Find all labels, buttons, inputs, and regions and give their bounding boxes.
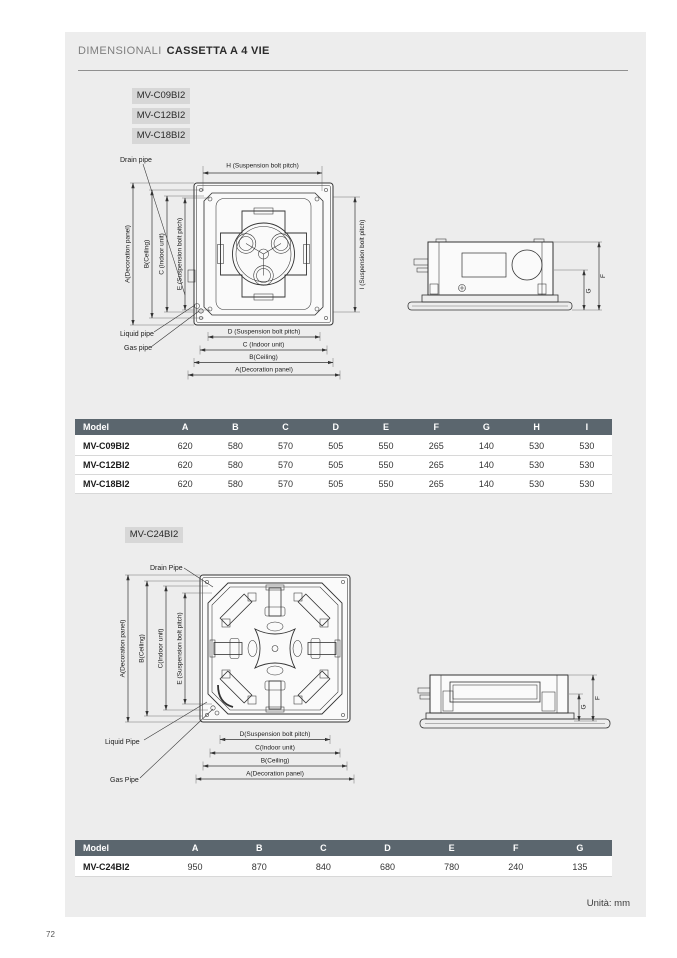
value-cell: 780	[444, 862, 460, 872]
dim-label-b-left: B(Ceiling)	[143, 239, 151, 269]
dim-label-b-bottom: B(Ceiling)	[249, 354, 278, 361]
side-view-drawing	[408, 239, 607, 310]
dimension-i	[333, 197, 366, 312]
value-cell: 505	[328, 441, 344, 451]
model-badge-mv-c12bi2: MV-C12BI2	[132, 108, 190, 124]
dimensions-left	[120, 575, 213, 722]
model-badge-mv-c18bi2: MV-C18BI2	[132, 128, 190, 144]
value-cell: 680	[379, 862, 395, 872]
table-row	[75, 437, 612, 456]
dim-label-c-left: C(Indoor unit)	[157, 628, 165, 669]
value-cell: 840	[315, 862, 331, 872]
dimension-f	[554, 242, 607, 310]
liquid-pipe-label: Liquid Pipe	[105, 739, 140, 746]
column-header-d: D	[384, 843, 391, 853]
value-cell: 570	[278, 441, 294, 451]
dim-label-b-left: B(Ceiling)	[138, 634, 146, 663]
dim-label-e-left: E (Suspension bolt pitch)	[176, 217, 184, 291]
dim-label-d-bottom: D(Suspension bolt pitch)	[239, 731, 311, 738]
value-cell: 265	[428, 479, 444, 489]
column-header-a: A	[181, 422, 189, 432]
diagram-cassette-small	[70, 148, 610, 406]
units-note: Unità: mm	[586, 898, 630, 909]
dim-label-b-bottom: B(Ceiling)	[260, 757, 290, 765]
model-cell: MV-C18BI2	[83, 479, 130, 489]
column-header-b: B	[255, 843, 263, 853]
dim-label-i-right: I (Suspension bolt pitch)	[359, 219, 366, 290]
page-number: 72	[46, 930, 55, 939]
drain-pipe-label: Drain Pipe	[150, 565, 183, 572]
column-header-d: D	[332, 422, 340, 432]
value-cell: 530	[579, 479, 595, 489]
model-badge-mv-c09bi2: MV-C09BI2	[132, 88, 190, 104]
dim-label-g: G	[585, 288, 593, 294]
table-header-row	[75, 840, 612, 858]
column-header-g: G	[576, 843, 584, 853]
dim-label-g: G	[580, 704, 588, 710]
dim-label-a-bottom: A(Decoration panel)	[246, 770, 304, 778]
model-cell: MV-C12BI2	[83, 460, 130, 470]
dim-label-c-bottom: C (Indoor unit)	[242, 341, 285, 349]
model-cell: MV-C09BI2	[83, 441, 130, 451]
column-header-e: E	[382, 422, 389, 432]
value-cell: 870	[251, 862, 267, 872]
column-header-c: C	[282, 422, 289, 432]
table-row	[75, 456, 612, 475]
table-header-row	[75, 419, 612, 437]
liquid-pipe-label: Liquid pipe	[120, 331, 154, 338]
value-cell: 530	[529, 479, 545, 489]
dim-label-f: F	[600, 274, 607, 278]
dimensions-table-small-models	[75, 419, 612, 494]
value-cell: 550	[378, 460, 394, 470]
column-header-g: G	[482, 422, 490, 432]
value-cell: 505	[328, 479, 344, 489]
dimension-g	[569, 694, 588, 721]
value-cell: 620	[177, 441, 193, 451]
value-cell: 530	[579, 460, 595, 470]
column-header-c: C	[320, 843, 327, 853]
value-cell: 530	[529, 460, 545, 470]
top-view-drawing	[200, 575, 350, 722]
value-cell: 240	[508, 862, 524, 872]
dim-label-e-left: E (Suspension bolt pitch)	[176, 612, 184, 685]
side-view-drawing	[418, 675, 610, 728]
column-header-h: H	[533, 422, 540, 432]
value-cell: 135	[572, 862, 588, 872]
value-cell: 140	[478, 441, 494, 451]
dim-label-a-bottom: A(Decoration panel)	[235, 366, 293, 374]
column-header-a: A	[191, 843, 199, 853]
dim-label-c-left: C (Indoor unit)	[158, 233, 166, 275]
dim-label-a-left: A(Decoration panel)	[124, 225, 132, 283]
dim-label-d-bottom: D (Suspension bolt pitch)	[227, 328, 301, 336]
dimensions-bottom	[196, 731, 354, 784]
value-cell: 530	[529, 441, 545, 451]
column-header-f: F	[433, 422, 439, 432]
dim-label-h: H (Suspension bolt pitch)	[226, 162, 299, 170]
value-cell: 265	[428, 441, 444, 451]
column-header-b: B	[232, 422, 239, 432]
table-row	[75, 475, 612, 494]
value-cell: 140	[478, 460, 494, 470]
table-row	[75, 858, 612, 877]
column-header-model: Model	[83, 843, 109, 853]
value-cell: 140	[478, 479, 494, 489]
value-cell: 580	[227, 479, 243, 489]
section-label: DIMENSIONALI	[78, 45, 162, 57]
column-header-i: I	[585, 422, 589, 432]
dim-label-a-left: A(Decoration panel)	[119, 619, 127, 678]
value-cell: 580	[227, 460, 243, 470]
header-divider	[78, 70, 628, 71]
page-title: CASSETTA A 4 VIE	[166, 45, 270, 57]
value-cell: 580	[227, 441, 243, 451]
drain-pipe-label: Drain pipe	[120, 157, 152, 164]
dim-label-f: F	[594, 696, 602, 700]
page-header	[78, 45, 270, 57]
column-header-model: Model	[83, 422, 109, 432]
value-cell: 505	[328, 460, 344, 470]
value-cell: 620	[177, 479, 193, 489]
dim-label-c-bottom: C(Indoor unit)	[255, 744, 295, 752]
column-header-e: E	[448, 843, 455, 853]
model-badge-mv-c24bi2: MV-C24BI2	[125, 527, 183, 543]
value-cell: 570	[278, 460, 294, 470]
value-cell: 620	[177, 460, 193, 470]
value-cell: 570	[278, 479, 294, 489]
dimension-g	[554, 270, 593, 310]
gas-pipe-label: Gas pipe	[124, 345, 153, 352]
dimensions-table-large-model	[75, 840, 612, 877]
diagram-cassette-large	[70, 555, 615, 813]
top-view-drawing	[188, 183, 333, 325]
value-cell: 550	[378, 441, 394, 451]
model-cell: MV-C24BI2	[83, 862, 130, 872]
column-header-f: F	[513, 843, 519, 853]
gas-pipe-label: Gas Pipe	[110, 777, 139, 784]
dimensions-bottom	[188, 329, 340, 380]
value-cell: 265	[428, 460, 444, 470]
value-cell: 550	[378, 479, 394, 489]
value-cell: 950	[187, 862, 203, 872]
value-cell: 530	[579, 441, 595, 451]
